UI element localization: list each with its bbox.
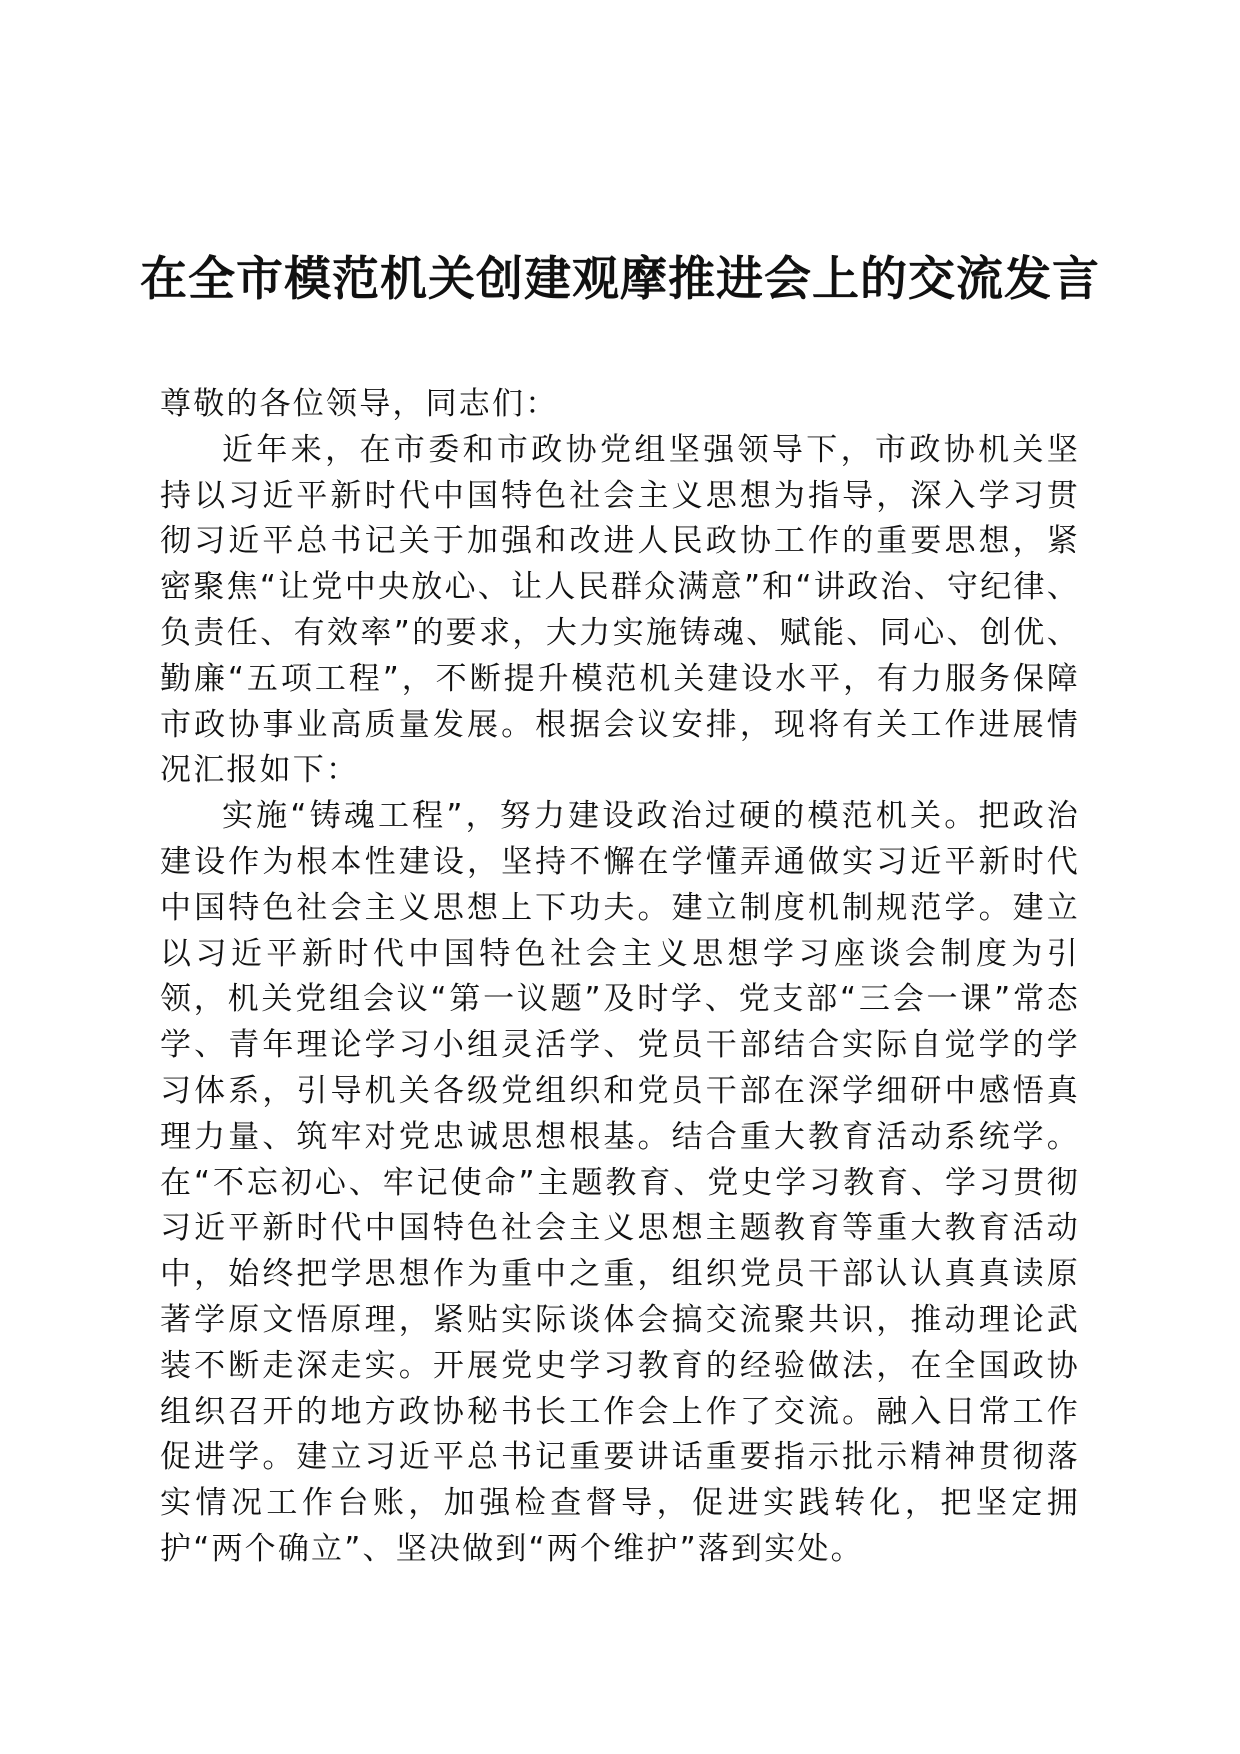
paragraph-soul-project: 实施“铸魂工程”，努力建设政治过硬的模范机关。把政治建设作为根本性建设，坚持不懈在学懂弄通做实习近平新时代中国特色社会主义思想上下功夫。建立制度机制规范学。建立以习近平新时代中国特色社会主义思想学习座谈会制度为引领，机关党组会议“第一议题”及时学、党支部“三会一课”常态学、青年理论学习小组灵活学、党员干部结合实际自觉学的学习体系，引导机关各级党组织和党员干部在深学细研中感悟真理力量、筑牢对党忠诚思想根基。结合重大教育活动系统学。在“不忘初心、牢记使命”主题教育、党史学习教育、学习贯彻习近平新时代中国特色社会主义思想主题教育等重大教育活动中，始终把学思想作为重中之重，组织党员干部认认真真读原著学原文悟原理，紧贴实际谈体会搞交流聚共识，推动理论武装不断走深走实。开展党史学习教育的经验做法，在全国政协组织召开的地方政协秘书长工作会上作了交流。融入日常工作促进学。建立习近平总书记重要讲话重要指示批示精神贯彻落实情况工作台账，加强检查督导，促进实践转化，把坚定拥护“两个确立”、坚决做到“两个维护”落到实处。 (160, 798, 1080, 1567)
salutation: 尊敬的各位领导，同志们： (160, 386, 559, 422)
document-title: 在全市模范机关创建观摩推进会上的交流发言 (140, 252, 1100, 307)
paragraph-intro: 近年来，在市委和市政协党组坚强领导下，市政协机关坚持以习近平新时代中国特色社会主义思想为指导，深入学习贯彻习近平总书记关于加强和改进人民政协工作的重要思想，紧密聚焦“让党中央放心、让人民群众满意”和“讲政治、守纪律、负责任、有效率”的要求，大力实施铸魂、赋能、同心、创优、勤廉“五项工程”，不断提升模范机关建设水平，有力服务保障市政协事业高质量发展。根据会议安排，现将有关工作进展情况汇报如下： (160, 431, 1080, 789)
document-body (160, 382, 1080, 1573)
